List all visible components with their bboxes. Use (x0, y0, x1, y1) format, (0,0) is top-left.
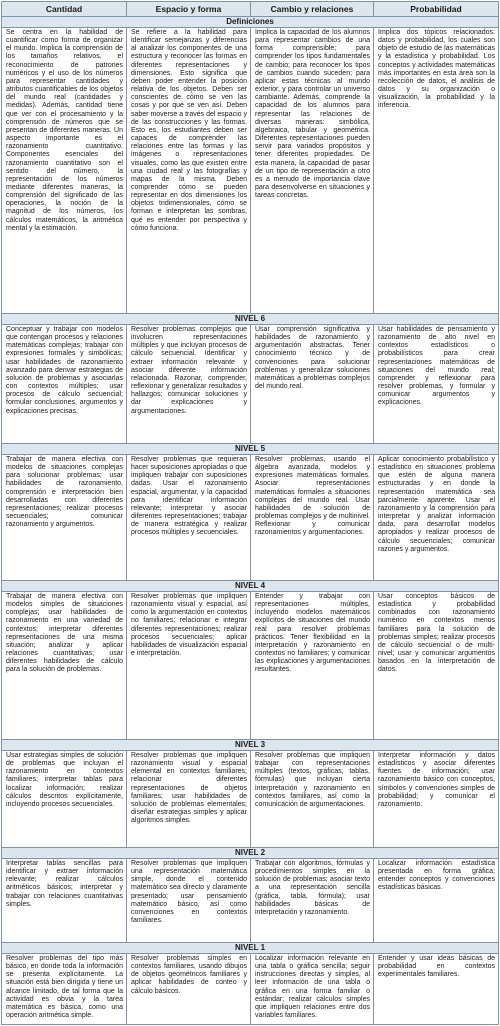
table-row-nivel-4 (2, 592, 498, 740)
cell-cantidad: Trabajar de manera efectiva con modelos de situaciones complejas para solucionar problemas; usar habilidades de razonamiento, comprensión e interpretación bien desarrolladas con diferentes representaciones; realizar procesos secuenciales; comunicar razonamiento y argumentos. (2, 455, 127, 580)
cell-cantidad: Se centra en la habilidad de cuantificar como forma de organizar el mundo. Implica la comprensión de los tamaños relativos, el reconocimiento de patrones numéricos y el uso de los números para representar cantidades y atributos cuantificables de los objetos del mundo real (cantidades y medidas). Además, cantidad tiene que ver con el procesamiento y la comprensión de números que se presentan de diferentes maneras. Un aspecto importante es el razonamiento cuantitativo. Componentes esenciales del razonamiento cuantitativo son el sentido del número, la representación de los números mediante diferentes maneras, la comprensión del significado de las operaciones, la noción de la magnitud de los números, los cálculos matemáticos, la aritmética mental y la estimación. (2, 28, 127, 313)
cell-espacio-y-forma: Se refiere a la habilidad para identificar semejanzas y diferencias al analizar los componentes de una estructura y reconocer las formas en diferentes representaciones y dimensiones. Esto significa que deben poder entender la posición relativa de los objetos. Deben ser conscientes de cómo se ven las cosas y por qué se ven así. Deben saber moverse a través del espacio y de las construcciones y las formas. Esto es, los estudiantes deben ser capaces de comprender las relaciones entre las formas y las imágenes o representaciones visuales, como las que existen entre una ciudad real y las fotografías y mapas de la misma. Deben comprender cómo se pueden representar en dos dimensiones los objetos tridimensionales, cómo se forman e interpretan las sombras, qué es entender por perspectiva y cómo funciona. (127, 28, 251, 313)
cell-espacio-y-forma: Resolver problemas que requieran hacer suposiciones apropiadas o que impliquen trabajar con suposiciones dadas. Usar el razonamiento espacial, argumentar, y la capacidad para identificar información relevante; interpretar y asociar diferentes representaciones; trabajar de manera estratégica y realizar procesos múltiples y secuenciales. (127, 455, 251, 580)
cell-probabilidad: Implica dos tópicos relacionados: datos y probabilidad, los cuales son objeto de estudio de las matemáticas y la estadística y probabilidad. Los conceptos y actividades matemáticas más importantes en esta área son la recolección de datos, el análisis de datos y su organización o visualización, la probabilidad y la inferencia. (378, 29, 495, 110)
cell-cambio-y-relaciones: Resolver problemas que impliquen trabajar con representaciones múltiples (textos, gráficas, tablas, fórmulas) que incluyan cierta interpretación y razonamiento en contextos familiares, así como la comunicación de argumentaciones. (251, 751, 374, 847)
section-title-nivel-6: NIVEL 6 (2, 314, 498, 325)
cell-cambio-y-relaciones: Implica la capacidad de los alumnos para representar cambios de una forma comprensible; para comprender los tipos fundamentales de cambio; para reconocer los tipos de cambios cuando suceden; para aplicar estas técnicas al mundo exterior, y para controlar un universo cambiante. Además, comprende la capacidad de los alumnos para representar las relaciones de diversas maneras: simbólica, algebraica, tabular y geométrica. Diferentes representaciones pueden servir para variados propósitos y tener diferentes propiedades. De esta manera, la capacidad de pasar de un tipo de representación a otro es a menudo de importancia clave para desenvolverse en situaciones y tareas concretas. (251, 28, 374, 313)
cell-cantidad: Resolver problemas del tipo más básico, en donde toda la información se presenta explícitamente. La situación está bien dirigida y tiene un alcance limitado, de tal forma que la actividad es obvia y la tarea matemática es básica, como una operación aritmética simple. (2, 954, 127, 1024)
table-row-nivel-6 (2, 325, 498, 444)
cell-espacio-y-forma: Resolver problemas que impliquen razonamiento visual y espacial, así como la argumentación en contextos no familiares; relacionar e integrar diferentes representaciones; realizar procesos secuenciales; aplicar habilidades de visualización espacial e interpretación. (127, 592, 251, 739)
header-espacio-y-forma: Espacio y forma (127, 2, 251, 16)
cell-cantidad: Trabajar de manera efectiva con modelos simples de situaciones complejas; usar habilidades de razonamiento en una variedad de contextos; interpretar diferentes representaciones de una misma situación; analizar y aplicar relaciones cuantitativas; usar diferentes habilidades de cálculo para la solución de problemas. (2, 592, 127, 739)
cell-probabilidad: Interpretar información y datos estadísticos y asociar diferentes fuentes de información; usar razonamiento básico con conceptos, símbolos y convenciones simples de probabilidad; y comunicar el razonamiento. (378, 752, 495, 808)
section-title-nivel-3: NIVEL 3 (2, 740, 498, 751)
cell-espacio-y-forma: Resolver problemas simples en contextos familiares, usando dibujos de objetos geométricos familiares y aplicar habilidades de conteo y cálculo básicos. (127, 954, 251, 1024)
table-row-nivel-3 (2, 751, 498, 848)
cell-espacio-y-forma: Resolver problemas complejos que involucren representaciones múltiples y que incluyan procesos de cálculo secuencial. Identificar y extraer información relevante y asociar diferente información relacionada. Razonar, comprender, reflexionar y generalizar resultados y hallazgos; comunicar soluciones y dar explicaciones y argumentaciones. (127, 325, 251, 443)
cell-probabilidad: Usar habilidades de pensamiento y razonamiento de alto nivel en contextos estadísticos o probabilísticos para crear representaciones matemáticas de situaciones del mundo real; comprender y reflexionar para resolver problemas, y formular y comunicar argumentos y explicaciones. (378, 326, 495, 407)
cell-cantidad: Usar estrategias simples de solución de problemas que incluyan el razonamiento en contextos familiares; interpretar tablas para localizar información; realizar cálculos descritos explícitamente, incluyendo procesos secuenciales. (2, 751, 127, 847)
cell-espacio-y-forma: Resolver problemas que impliquen razonamiento visual y espacial elemental en contextos familiares; relacionar diferentes representaciones de objetos familiares; usar habilidades de solución de problemas elementales; diseñar estrategias simples y aplicar algoritmos simples. (127, 751, 251, 847)
competency-levels-table (1, 1, 499, 1025)
section-title-nivel-4: NIVEL 4 (2, 581, 498, 592)
cell-probabilidad: Aplicar conocimiento probabilístico y estadístico en situaciones problema que estén de alguna manera estructuradas y en donde la representación matemática sea parcialmente aparente. Usar el razonamiento y la comprensión para interpretar y analizar información dada, para desarrollar modelos apropiados y realizar procesos de cálculo secuenciales; comunicar razones y argumentos. (378, 456, 495, 553)
table-row-nivel-1 (2, 954, 498, 1024)
cell-cambio-y-relaciones: Usar comprensión significativa y habilidades de razonamiento y argumentación abstractas. Tener conocimiento técnico y de convenciones para solucionar problemas y generalizar soluciones matemáticas a problemas complejos del mundo real. (251, 325, 374, 443)
section-title-nivel-1: NIVEL 1 (2, 943, 498, 954)
section-title-definiciones: Definiciones (2, 17, 498, 28)
cell-cantidad: Interpretar tablas sencillas para identificar y extraer información relevante; realizar cálculos aritméticos básicos; interpretar y trabajar con relaciones cuantitativas simples. (2, 859, 127, 942)
section-title-nivel-5: NIVEL 5 (2, 444, 498, 455)
header-cambio-y-relaciones: Cambio y relaciones (251, 2, 374, 16)
header-probabilidad: Probabilidad (410, 4, 462, 14)
section-title-nivel-2: NIVEL 2 (2, 848, 498, 859)
cell-cambio-y-relaciones: Localizar información relevante en una tabla o gráfica sencilla; seguir instrucciones directas y simples, al leer información de una tabla o gráfica en una forma familiar o estándar; realizar cálculos simples que impliquen relaciones entre dos variables familiares. (251, 954, 374, 1024)
cell-cambio-y-relaciones: Resolver problemas, usando el álgebra avanzada, modelos y expresiones matemáticas formales. Asociar representaciones matemáticas formales a situaciones complejas del mundo real. Usar habilidades de solución de problemas complejos y de multinivel. Reflexionar y comunicar razonamientos y argumentaciones. (251, 455, 374, 580)
table-row-definiciones (2, 28, 498, 314)
cell-probabilidad: Usar conceptos básicos de estadística y probabilidad combinados con razonamiento numérico en contextos menos familiares para la solución de problemas simples; realizar procesos de cálculo secuencial o de multi-nivel; usar y comunicar argumentos basados en la interpretación de datos. (378, 593, 495, 674)
cell-cambio-y-relaciones: Entender y trabajar con representaciones múltiples, incluyendo modelos matemáticos explícitos de situaciones del mundo real para resolver problemas prácticos. Tener flexibilidad en la interpretación y razonamiento en contextos no familiares; y comunicar las explicaciones y argumentaciones resultantes. (251, 592, 374, 739)
cell-cambio-y-relaciones: Trabajar con algoritmos, fórmulas y procedimientos simples en la solución de problemas; asociar texto a una representación sencilla (gráfica, tabla, fórmula); usar habilidades básicas de interpretación y razonamiento. (251, 859, 374, 942)
table-header-row (2, 2, 498, 17)
header-cantidad: Cantidad (2, 2, 127, 16)
cell-probabilidad: Entender y usar ideas básicas de probabilidad en contextos experimentales familiares. (378, 955, 495, 979)
cell-cantidad: Conceptuar y trabajar con modelos que contengan procesos y relaciones matemáticas complejas; trabajar con expresiones formales y simbólicas; usar habilidades de razonamiento avanzado para derivar estrategias de solución de problemas y asociarlas con contextos múltiples; usar procesos de cálculo secuencial; formular conclusiones, argumentos y explicaciones precisas. (2, 325, 127, 443)
cell-probabilidad: Localizar información estadística presentada en forma gráfica; entender conceptos y convenciones estadísticas básicas. (378, 860, 495, 892)
table-row-nivel-2 (2, 859, 498, 943)
table-row-nivel-5 (2, 455, 498, 581)
cell-espacio-y-forma: Resolver problemas que impliquen una representación matemática simple, donde el contenido matemático sea directo y claramente presentado; usar pensamiento matemático básico, así como convenciones en contextos familiares. (127, 859, 251, 942)
